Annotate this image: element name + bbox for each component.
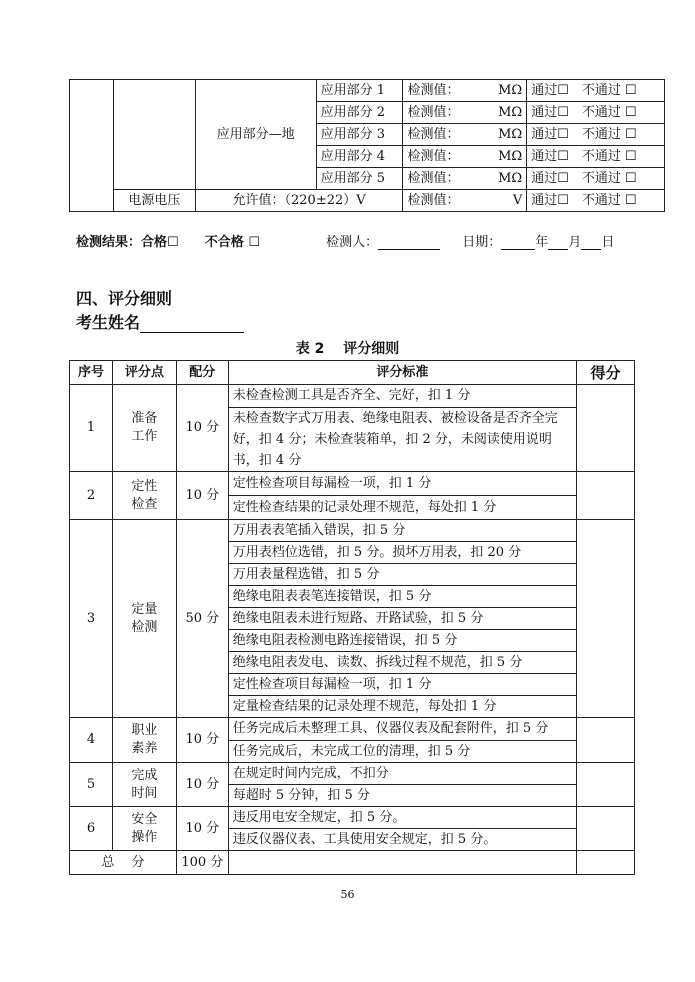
total-label: 总 分 [70,851,177,875]
group-label: 应用部分—地 [195,80,316,190]
total-got [577,851,635,875]
inspector-blank [378,235,440,250]
criteria: 违反仪器仪表、工具使用安全规定，扣 5 分。 [228,829,576,851]
pass-fail-cell: 通过☐ 不通过 ☐ [527,190,665,212]
total-blank [228,851,576,875]
score-cell [577,385,635,472]
criteria: 定性检查结果的记录处理不规范，每处扣 1 分 [228,496,576,520]
item-point: 完成 时间 [112,763,176,807]
blank-cell [70,80,114,212]
header-point: 评分点 [112,361,176,385]
voltage-allowed: 允许值：（220±22）V [195,190,403,212]
part-label: 应用部分 5 [316,168,403,190]
measure-cell: 检测值： V [403,190,527,212]
criteria: 绝缘电阻表检测电路连接错误，扣 5 分 [228,630,576,652]
header-no: 序号 [70,361,113,385]
header-score: 配分 [176,361,228,385]
header-criteria: 评分标准 [228,361,576,385]
pass-fail-cell: 通过☐ 不通过 ☐ [527,80,665,102]
result-line [76,231,614,250]
score-cell [577,807,635,851]
day-blank [581,235,601,250]
result-fail: 不合格 ☐ [204,235,260,250]
year-label: 年 [535,235,549,250]
student-name-blank [140,316,244,333]
total-score: 100 分 [176,851,228,875]
score-cell [577,718,635,763]
item-no: 3 [70,520,113,718]
header-got: 得分 [577,361,635,385]
criteria: 绝缘电阻表发电、读数、拆线过程不规范，扣 5 分 [228,652,576,674]
measure-cell: 检测值： MΩ [403,168,527,190]
item-score: 10 分 [176,718,228,763]
voltage-label: 电源电压 [113,190,195,212]
measure-cell: 检测值： MΩ [403,146,527,168]
criteria: 万用表档位选错，扣 5 分。损坏万用表，扣 20 分 [228,542,576,564]
criteria: 定性检查项目每漏检一项，扣 1 分 [228,472,576,496]
item-point: 定性 检查 [112,472,176,520]
measure-cell: 检测值： MΩ [403,124,527,146]
item-no: 2 [70,472,113,520]
criteria: 绝缘电阻表表笔连接错误，扣 5 分 [228,586,576,608]
criteria: 违反用电安全规定，扣 5 分。 [228,807,576,829]
measurement-table [69,79,665,212]
pass-fail-cell: 通过☐ 不通过 ☐ [527,102,665,124]
criteria: 定性检查项目每漏检一项，扣 1 分 [228,674,576,696]
student-name-row [76,310,244,333]
year-blank [501,235,535,250]
item-no: 4 [70,718,113,763]
day-label: 日 [601,235,615,250]
section-title: 四、评分细则 [76,289,173,308]
measure-cell: 检测值： MΩ [403,80,527,102]
date-label: 日期： [462,235,502,250]
part-label: 应用部分 2 [316,102,403,124]
item-no: 1 [70,385,113,472]
score-cell [577,520,635,718]
inspector-label: 检测人： [326,235,379,250]
criteria: 绝缘电阻表未进行短路、开路试验，扣 5 分 [228,608,576,630]
criteria: 任务完成后，未完成工位的清理，扣 5 分 [228,741,576,763]
item-no: 6 [70,807,113,851]
item-no: 5 [70,763,113,807]
criteria: 万用表量程选错，扣 5 分 [228,564,576,586]
item-score: 10 分 [176,385,228,472]
criteria: 任务完成后未整理工具、仪器仪表及配套附件，扣 5 分 [228,718,576,741]
pass-fail-cell: 通过☐ 不通过 ☐ [527,146,665,168]
part-label: 应用部分 3 [316,124,403,146]
criteria: 万用表表笔插入错误，扣 5 分 [228,520,576,542]
score-cell [577,472,635,520]
criteria: 未检查检测工具是否齐全、完好，扣 1 分 [228,385,576,408]
score-cell [577,763,635,807]
part-label: 应用部分 1 [316,80,403,102]
measure-cell: 检测值： MΩ [403,102,527,124]
student-name-label: 考生姓名 [76,313,141,332]
item-point: 职业 素养 [112,718,176,763]
criteria: 在规定时间内完成，不扣分 [228,763,576,785]
page-number: 56 [340,888,355,901]
pass-fail-cell: 通过☐ 不通过 ☐ [527,168,665,190]
item-point: 定量 检测 [112,520,176,718]
item-point: 安全 操作 [112,807,176,851]
score-table [69,360,635,875]
item-score: 50 分 [176,520,228,718]
criteria: 定量检查结果的记录处理不规范，每处扣 1 分 [228,696,576,718]
criteria: 未检查数字式万用表、绝缘电阻表、被检设备是否齐全完好，扣 4 分；未检查装箱单，扣 2 分，未阅读使用说明书，扣 4 分 [228,408,576,472]
part-label: 应用部分 4 [316,146,403,168]
blank-cell [113,80,195,190]
item-score: 10 分 [176,763,228,807]
item-score: 10 分 [176,807,228,851]
month-blank [548,235,568,250]
result-pass: 检测结果：合格☐ [76,235,179,250]
item-point: 准备 工作 [112,385,176,472]
item-score: 10 分 [176,472,228,520]
pass-fail-cell: 通过☐ 不通过 ☐ [527,124,665,146]
criteria: 每超时 5 分钟，扣 5 分 [228,785,576,807]
month-label: 月 [568,235,582,250]
table-title: 表 2 评分细则 [295,341,400,357]
